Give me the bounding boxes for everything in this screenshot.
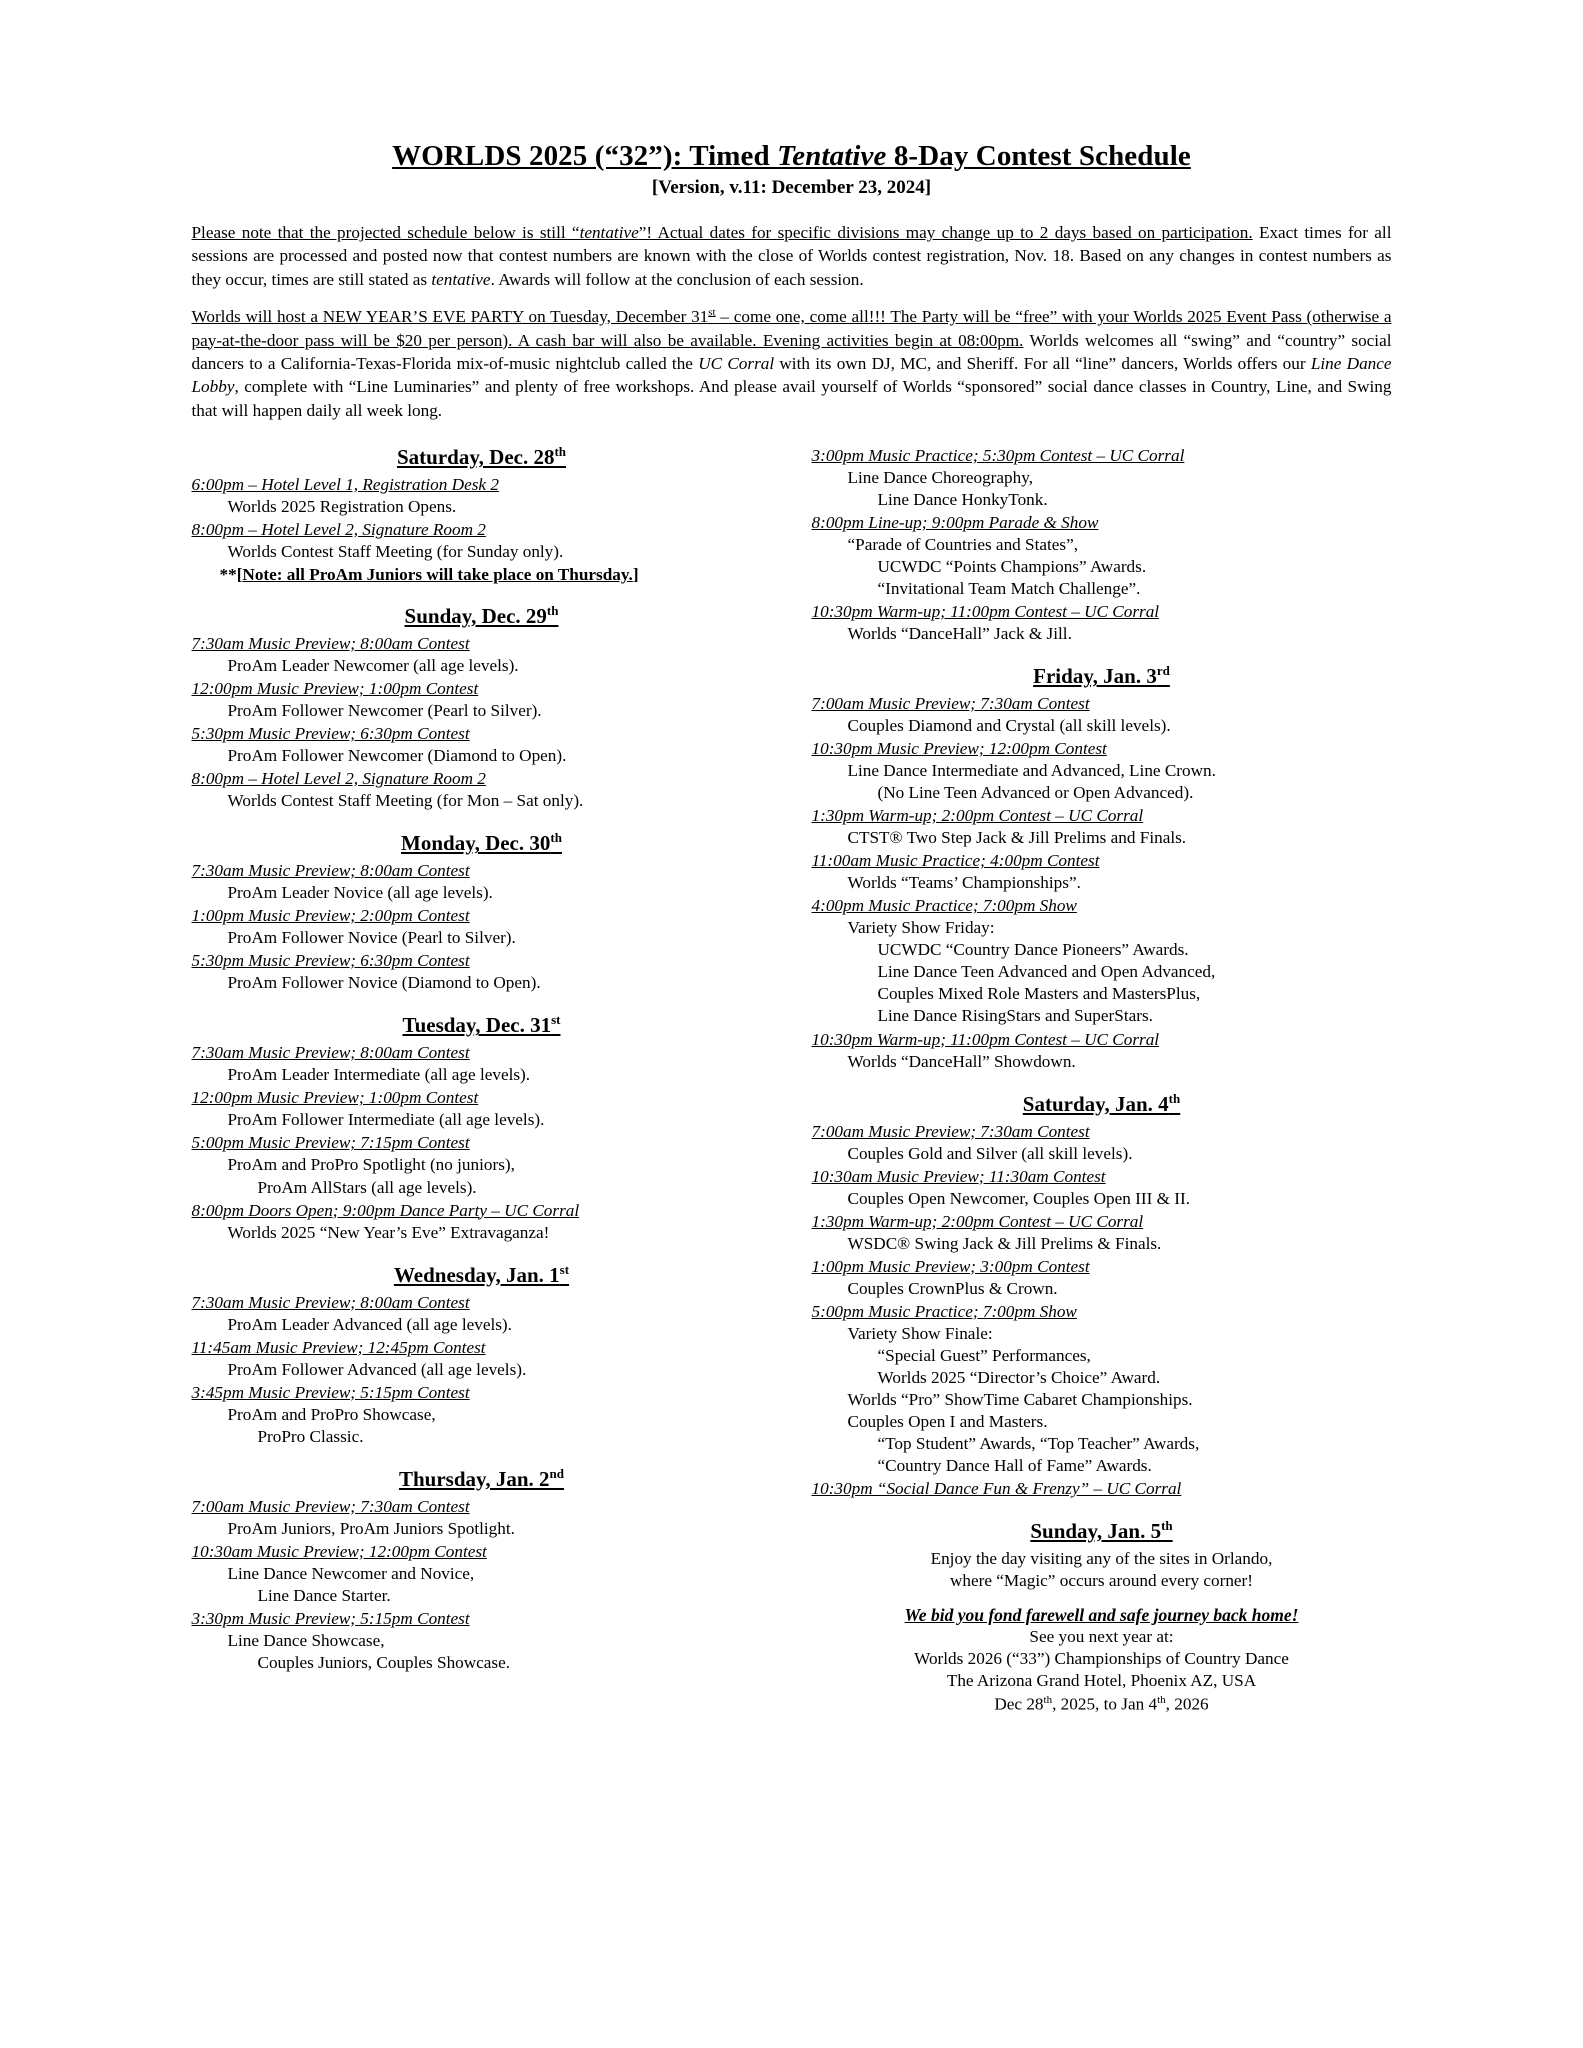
intro1-rest: Exact times for all sessions are processed and posted now that contest numbers are known with the close of Worlds contest registration, Nov. 18. Based on any changes in contest numbers as they occur, times are still stated as — [191, 223, 1392, 289]
session-time: 4:00pm Music Practice; 7:00pm Show — [811, 896, 1077, 916]
closing-line: See you next year at: — [1029, 1626, 1174, 1646]
session-time: 10:30pm “Social Dance Fun & Frenzy” – UC Corral — [811, 1478, 1182, 1498]
intro-paragraph-2 — [192, 305, 1392, 422]
session-event: ProAm and ProPro Showcase, — [227, 1404, 436, 1424]
intro2-rest-a: Worlds welcomes all “swing” and “country” social dancers to a California-Texas-Florida mix-of-music nightclub called the — [191, 330, 1392, 373]
session-event: Couples Mixed Role Masters and MastersPlus, — [877, 984, 1201, 1004]
schedule-column-left — [192, 444, 772, 1716]
session-event: Worlds 2025 “New Year’s Eve” Extravaganza! — [227, 1222, 550, 1242]
day-heading-suffix: th — [546, 603, 559, 619]
session-event: “Special Guest” Performances, — [877, 1345, 1091, 1365]
session-event: ProAm Follower Newcomer (Diamond to Open). — [227, 746, 567, 766]
session-time: 3:30pm Music Preview; 5:15pm Contest — [191, 1608, 470, 1628]
session-event: UCWDC “Country Dance Pioneers” Awards. — [877, 940, 1189, 960]
session-time: 7:00am Music Preview; 7:30am Contest — [811, 1121, 1090, 1141]
session-event: ProAm AllStars (all age levels). — [257, 1177, 477, 1197]
closing-day-heading: Sunday, Jan. 5th — [1030, 1517, 1173, 1543]
session-time: 10:30pm Warm-up; 11:00pm Contest – UC Corral — [811, 602, 1160, 622]
session-event: Worlds Contest Staff Meeting (for Mon – Sat only). — [227, 791, 584, 811]
intro1-end: . Awards will follow at the conclusion of each session. — [490, 269, 864, 289]
closing-line: Worlds 2026 (“33”) Championships of Country Dance — [914, 1648, 1289, 1668]
day-heading: Friday, Jan. 3rd — [1033, 663, 1170, 689]
session-event: Variety Show Finale: — [847, 1323, 993, 1343]
session-time: 8:00pm Doors Open; 9:00pm Dance Party – UC Corral — [191, 1200, 580, 1220]
session-time: 1:30pm Warm-up; 2:00pm Contest – UC Corral — [811, 1211, 1144, 1231]
session-event: ProAm Follower Newcomer (Pearl to Silver). — [227, 701, 542, 721]
day-heading-suffix: th — [554, 444, 567, 460]
document-body — [192, 0, 1392, 1716]
session-event: Couples Gold and Silver (all skill levels). — [847, 1143, 1133, 1163]
session-event: CTST® Two Step Jack & Jill Prelims and Finals. — [847, 828, 1187, 848]
session-time: 8:00pm – Hotel Level 2, Signature Room 2 — [191, 769, 486, 789]
session-event: Worlds “DanceHall” Jack & Jill. — [847, 624, 1072, 644]
session-time: 7:30am Music Preview; 8:00am Contest — [191, 1043, 470, 1063]
day-heading-suffix: nd — [549, 1465, 565, 1481]
session-time: 8:00pm – Hotel Level 2, Signature Room 2 — [191, 520, 486, 540]
farewell-line: We bid you fond farewell and safe journey back home! — [904, 1604, 1299, 1625]
title-post: 8-Day Contest Schedule — [886, 140, 1191, 172]
session-time: 11:45am Music Preview; 12:45pm Contest — [191, 1337, 486, 1357]
title-italic: Tentative — [777, 140, 887, 172]
session-time: 10:30pm Music Preview; 12:00pm Contest — [811, 739, 1107, 759]
closing-line: where “Magic” occurs around every corner! — [949, 1571, 1253, 1591]
intro1-italic: tentative — [579, 223, 639, 242]
session-event: ProPro Classic. — [257, 1426, 364, 1446]
session-time: 10:30am Music Preview; 12:00pm Contest — [191, 1541, 487, 1561]
session-time: 6:00pm – Hotel Level 1, Registration Desk 2 — [191, 475, 499, 495]
session-event: ProAm Leader Newcomer (all age levels). — [227, 656, 519, 676]
session-event: Worlds Contest Staff Meeting (for Sunday only). — [227, 542, 564, 562]
session-event: UCWDC “Points Champions” Awards. — [877, 557, 1147, 577]
schedule-columns — [192, 444, 1392, 1716]
session-event: ProAm Juniors, ProAm Juniors Spotlight. — [227, 1518, 515, 1538]
session-event: Worlds 2025 “Director’s Choice” Award. — [877, 1367, 1161, 1387]
session-event: ProAm Follower Intermediate (all age levels). — [227, 1110, 545, 1130]
session-event: Line Dance Showcase, — [227, 1630, 385, 1650]
day-heading: Saturday, Dec. 28th — [396, 444, 567, 470]
session-time: 7:00am Music Preview; 7:30am Contest — [811, 694, 1090, 714]
intro1-a: Please note that the projected schedule below is still “ — [191, 223, 580, 242]
session-time: 1:00pm Music Preview; 2:00pm Contest — [191, 906, 470, 926]
session-time: 11:00am Music Practice; 4:00pm Contest — [811, 851, 1100, 871]
session-time: 10:30pm Warm-up; 11:00pm Contest – UC Corral — [811, 1029, 1160, 1049]
session-event: “Parade of Countries and States”, — [847, 535, 1079, 555]
day-heading-suffix: th — [550, 830, 562, 846]
session-time: 3:45pm Music Preview; 5:15pm Contest — [191, 1382, 470, 1402]
day-note: **[Note: all ProAm Juniors will take place on Thursday.] — [219, 565, 639, 585]
session-time: 5:30pm Music Preview; 6:30pm Contest — [191, 951, 470, 971]
day-heading: Wednesday, Jan. 1st — [393, 1261, 570, 1287]
session-event: ProAm Leader Novice (all age levels). — [227, 883, 493, 903]
version-line: [Version, v.11: December 23, 2024] — [651, 177, 932, 198]
session-event: ProAm Follower Novice (Diamond to Open). — [227, 973, 541, 993]
intro2-rest-c: , complete with “Line Luminaries” and plenty of free workshops. And please avail yourself of Worlds “sponsored” social dance classes in Country, Line, and Swing that will happen daily all week long. — [191, 377, 1392, 420]
session-event: WSDC® Swing Jack & Jill Prelims & Finals. — [847, 1233, 1162, 1253]
session-event: Line Dance Intermediate and Advanced, Line Crown. — [847, 761, 1216, 781]
session-event: Line Dance RisingStars and SuperStars. — [877, 1006, 1153, 1026]
session-time: 7:30am Music Preview; 8:00am Contest — [191, 634, 470, 654]
session-event: Line Dance Choreography, — [847, 468, 1033, 488]
intro1-italic2: tentative — [431, 269, 491, 289]
session-event: Couples Diamond and Crystal (all skill levels). — [847, 716, 1171, 736]
day-heading-suffix: rd — [1156, 663, 1170, 679]
closing-day-suffix: th — [1161, 1517, 1173, 1533]
session-event: Couples CrownPlus & Crown. — [847, 1278, 1058, 1298]
session-event: “Invitational Team Match Challenge”. — [877, 579, 1141, 599]
session-time: 5:30pm Music Preview; 6:30pm Contest — [191, 724, 470, 744]
intro2-italic1: UC Corral — [698, 353, 775, 373]
session-event: “Country Dance Hall of Fame” Awards. — [877, 1455, 1152, 1475]
schedule-column-right — [812, 444, 1392, 1716]
intro-paragraph-1 — [192, 221, 1392, 291]
intro1-b: ”! Actual dates for specific divisions may change up to 2 days based on participation. — [638, 223, 1253, 242]
session-event: Line Dance HonkyTonk. — [877, 490, 1048, 510]
session-event: ProAm Follower Advanced (all age levels). — [227, 1359, 527, 1379]
title-pre: WORLDS 2025 (“32”): Timed — [392, 140, 778, 172]
intro2-u2: – come one, come all!!! The Party will be “free” with your Worlds 2025 Event Pass (otherwise a pay-at-the-door pass will be $20 per person). A cash bar will also be available. Evening activities begin at 08:00pm. — [191, 307, 1392, 350]
session-event: Couples Open Newcomer, Couples Open III & II. — [847, 1188, 1190, 1208]
session-time: 7:00am Music Preview; 7:30am Contest — [191, 1496, 470, 1516]
session-event: Worlds “Pro” ShowTime Cabaret Championships. — [847, 1389, 1193, 1409]
session-event: Variety Show Friday: — [847, 918, 995, 938]
session-time: 5:00pm Music Preview; 7:15pm Contest — [191, 1133, 470, 1153]
session-time: 7:30am Music Preview; 8:00am Contest — [191, 1292, 470, 1312]
intro2-rest-b: with its own DJ, MC, and Sheriff. For all “line” dancers, Worlds offers our — [774, 353, 1311, 373]
session-event: ProAm and ProPro Spotlight (no juniors), — [227, 1155, 515, 1175]
day-heading-suffix: st — [559, 1261, 570, 1277]
day-heading: Tuesday, Dec. 31st — [402, 1012, 561, 1038]
day-heading: Thursday, Jan. 2nd — [398, 1465, 565, 1491]
intro2-u1: Worlds will host a NEW YEAR’S EVE PARTY on Tuesday, December 31 — [191, 307, 709, 327]
session-event: Line Dance Newcomer and Novice, — [227, 1563, 475, 1583]
session-event: Line Dance Teen Advanced and Open Advanced, — [877, 962, 1216, 982]
session-time: 1:00pm Music Preview; 3:00pm Contest — [811, 1256, 1090, 1276]
session-time: 8:00pm Line-up; 9:00pm Parade & Show — [811, 513, 1099, 533]
session-event: ProAm Leader Advanced (all age levels). — [227, 1314, 512, 1334]
session-time: 5:00pm Music Practice; 7:00pm Show — [811, 1301, 1077, 1321]
session-event: Worlds “DanceHall” Showdown. — [847, 1051, 1076, 1071]
session-event: Couples Juniors, Couples Showcase. — [257, 1652, 511, 1672]
session-event: Couples Open I and Masters. — [847, 1411, 1048, 1431]
day-heading-suffix: th — [1168, 1090, 1181, 1106]
session-event: ProAm Follower Novice (Pearl to Silver). — [227, 928, 516, 948]
session-event: Line Dance Starter. — [257, 1585, 391, 1605]
intro2-italic2: Line Dance Lobby — [191, 353, 1392, 397]
day-heading: Sunday, Dec. 29th — [404, 603, 559, 629]
session-event: (No Line Teen Advanced or Open Advanced). — [877, 783, 1194, 803]
session-event: “Top Student” Awards, “Top Teacher” Awards, — [877, 1433, 1200, 1453]
session-time: 10:30am Music Preview; 11:30am Contest — [811, 1166, 1106, 1186]
page-title — [192, 140, 1392, 173]
session-event: Worlds “Teams’ Championships”. — [847, 873, 1081, 893]
day-heading: Monday, Dec. 30th — [401, 830, 562, 856]
session-event: ProAm Leader Intermediate (all age levels). — [227, 1065, 531, 1085]
closing-line: The Arizona Grand Hotel, Phoenix AZ, USA — [946, 1671, 1257, 1691]
session-time: 7:30am Music Preview; 8:00am Contest — [191, 861, 470, 881]
session-time: 12:00pm Music Preview; 1:00pm Contest — [191, 679, 479, 699]
day-heading-suffix: st — [551, 1012, 561, 1028]
session-event: Worlds 2025 Registration Opens. — [227, 497, 457, 517]
day-heading: Saturday, Jan. 4th — [1022, 1090, 1181, 1116]
closing-line: Enjoy the day visiting any of the sites in Orlando, — [930, 1548, 1273, 1568]
session-time: 3:00pm Music Practice; 5:30pm Contest – UC Corral — [811, 446, 1185, 466]
closing-dates: Dec 28th, 2025, to Jan 4th, 2026 — [994, 1693, 1209, 1714]
session-time: 1:30pm Warm-up; 2:00pm Contest – UC Corral — [811, 806, 1144, 826]
session-time: 12:00pm Music Preview; 1:00pm Contest — [191, 1088, 479, 1108]
intro2-sup: st — [708, 306, 716, 319]
